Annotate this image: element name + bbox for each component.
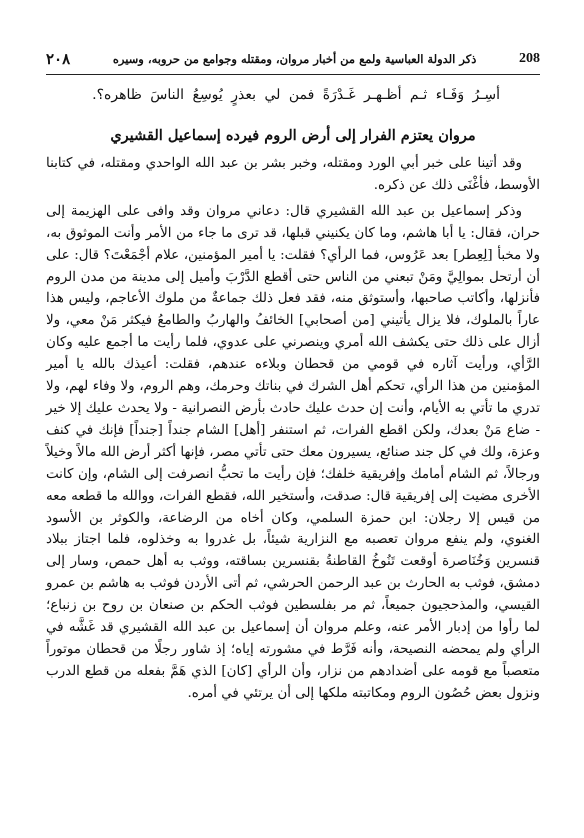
section-heading: مروان يعتزم الفرار إلى أرض الروم فيرده إسماعيل القشيري <box>110 127 476 144</box>
page-header <box>46 0 540 75</box>
paragraph-1: وقد أتينا على خبر أبي الورد ومقتله، وخبر بشر بن عبد الله الواحدي ومقتله، في كتابنا الأوسط، فأغْنَى ذلك عن ذكره. <box>46 156 540 193</box>
running-title: ذكر الدولة العباسية ولمع من أخبار مروان، ومقتله وجوامع من حروبه، وسيره <box>112 52 477 66</box>
page-number-latin: 208 <box>519 51 540 66</box>
poem-verse: أسِـرُ وَفَـاء ثـم أظـهـر غَـدْرَةً فمن لي بعذرٍ يُوسِعُ الناسَ ظاهره؟. <box>92 87 500 103</box>
page-body <box>46 81 540 705</box>
paragraph-2: وذكر إسماعيل بن عبد الله القشيري قال: دعاني مروان وقد وافى على الهزيمة إلى حران، فقال: يا أبا هاشم، وما كان يكنيني قبلها، قد ترى ما جاء من الأمر وأنت الموثوق به، ولا مخبأ [لِعِطر] بعد عَرُوس، فما الرأي؟ فقلت: يا أمير المؤمنين، علام أجْمَعْتَ؟ قال: على أن أرتحل بموالِيَّ ومَنْ تبعني من الناس حتى أقطع الدَّرْبَ وأميل إلى مدينة من مدن الروم فأنزلها، وأكاتب صاحبها، وأستوثق منه، فقد فعل ذلك جماعةٌ من ملوك الأعاجم، وليس هذا عاراً بالملوك، فلا يزال يأتيني [من أصحابي] الخائفُ والهاربُ والطامعُ فيكثر مَنْ معي، ولا أزال على ذلك حتى يكشف الله أمري وينصرني على عدوي، فلما رأيت ما أجمع عليه وكان الرَّأي، ورأيت آثاره في قومي من قحطان وبلاءه عندهم، فقلت: أعيذك بالله يا أمير المؤمنين من هذا الرأي، تحكم أهل الشرك في بناتك وحرمك، وهم الروم، ولا وفاء لهم، ولا تدري ما تأتي به الأيام، وأنت إن حدث عليك حادث بأرض النصرانية - ولا يحدث عليك إلا خير - ضاع مَنْ بعدك، ولكن اقطع الفرات، ثم استنفر [أهل] الشام جنداً [جنداً] فإنك في كنف وعزة، ولك في كل جند صنائع، يسيرون معك حتى تأتي مصر، فإنها أكثر أرض الله مالاً وخيلاً ورجالاً، ثم الشام أمامك وإفريقية خلفك؛ فإن رأيت ما تحبُّ انصرفت إلى الشام، وإن كانت الأخرى مضيت إلى إفريقية قال: صدقت، وأستخير الله، فقطع الفرات، ووالله ما قطعه معه من قيس إلا رجلان: ابن حمزة السلمي، وكان أخاه من الرضاعة، والكوثر بن الأسود الغنوي، ولم ينفع مروان تعصبه مع النزارية شيئاً، بل غدروا به وخذلوه، فلما اجتاز ببلاد قنسرين وَخُنَاصرة أوقعت تَنُوخُ القاطنةُ بقنسرين بساقته، ووثب به أهل حمص، وسار إلى دمشق، فوثب به الحارث بن عبد الرحمن الحرشي، ثم أتى الأردن فوثب به هاشم بن عمرو القيسي، والمذحجيون جميعاً، ثم مر بفلسطين فوثب الحكم بن صنعان بن روح بن زنباع؛ لما رأوا من إدبار الأمر عنه، وعلم مروان أن إسماعيل بن عبد الله القشيري قد غَشَّه في الرأي ولم يمحضه النصيحة، وأنه فَرَّط في مشورته إياه؛ إذ شاور رجلًا من قحطان موتوراً متعصباً مع قومه على أضدادهم من نزار، وأن الرأي [كان] الذي هَمَّ بفعله من قطع الدرب ونزول بعض حُصُون الروم ومكاتبته ملكها إلى أن يرتئي في أمره. <box>46 203 540 701</box>
page-number-arabic: ٢٠٨ <box>46 51 71 68</box>
